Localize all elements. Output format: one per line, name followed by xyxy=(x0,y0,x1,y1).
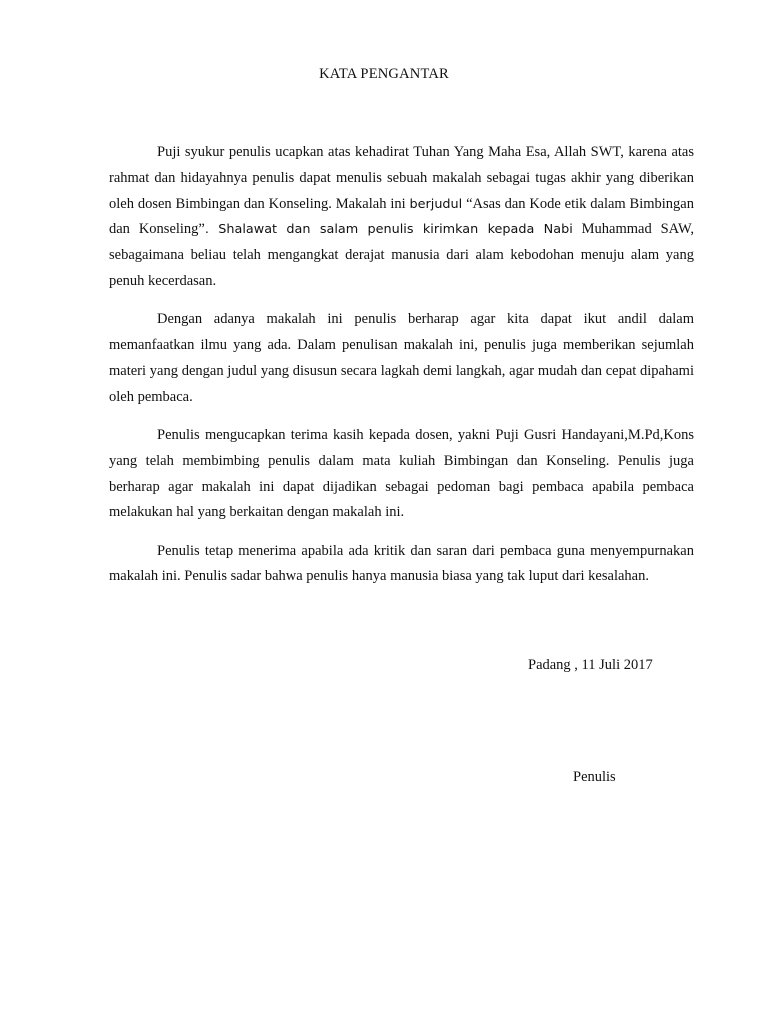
body-text xyxy=(109,140,694,603)
page-title: KATA PENGANTAR xyxy=(319,66,449,82)
paragraph-4: Penulis tetap menerima apabila ada kritik dan saran dari pembaca guna menyempurnakan makalah ini. Penulis sadar bahwa penulis hanya manusia biasa yang tak luput dari kesalahan. xyxy=(109,542,694,585)
paragraph-1-part-d: . Shalawat dan salam penulis kirimkan kepada Nabi xyxy=(204,222,573,238)
paragraph-3: Penulis mengucapkan terima kasih kepada dosen, yakni Puji Gusri Handayani,M.Pd,Kons yang telah membimbing penulis dalam mata kuliah Bimbingan dan Konseling. Penulis juga berharap agar makalah ini dapat dijadikan sebagai pedoman bagi pembaca apabila pembaca melakukan hal yang berkaitan dengan makalah ini. xyxy=(109,426,694,521)
paragraph-2: Dengan adanya makalah ini penulis berharap agar kita dapat ikut andil dalam memanfaatkan ilmu yang ada. Dalam penulisan makalah ini, penulis juga memberikan sejumlah materi yang dengan judul yang disusun secara lagkah demi langkah, agar mudah dan cepat dipahami oleh pembaca. xyxy=(109,311,694,405)
paragraph-1-part-e: Muhammad SAW, sebagaimana beliau telah mengangkat derajat manusia dari alam kebodohan menuju alam yang penuh kecerdasan. xyxy=(109,221,694,289)
paragraph-1 xyxy=(109,140,694,295)
signature-label: Penulis xyxy=(573,769,616,785)
paragraph-1-part-b: berjudul xyxy=(409,196,463,212)
paragraph-1-part-a: Puji syukur penulis ucapkan atas kehadirat Tuhan Yang Maha Esa, Allah SWT, karena atas rahmat dan hidayahnya penulis dapat menulis sebuah makalah sebagai tugas akhir yang diberikan oleh dosen Bimbingan dan Konseling. Makalah ini xyxy=(109,144,694,212)
paragraph-1-part-c: “Asas dan Kode etik dalam Bimbingan dan Konseling” xyxy=(109,195,694,238)
place-date: Padang , 11 Juli 2017 xyxy=(528,657,653,673)
